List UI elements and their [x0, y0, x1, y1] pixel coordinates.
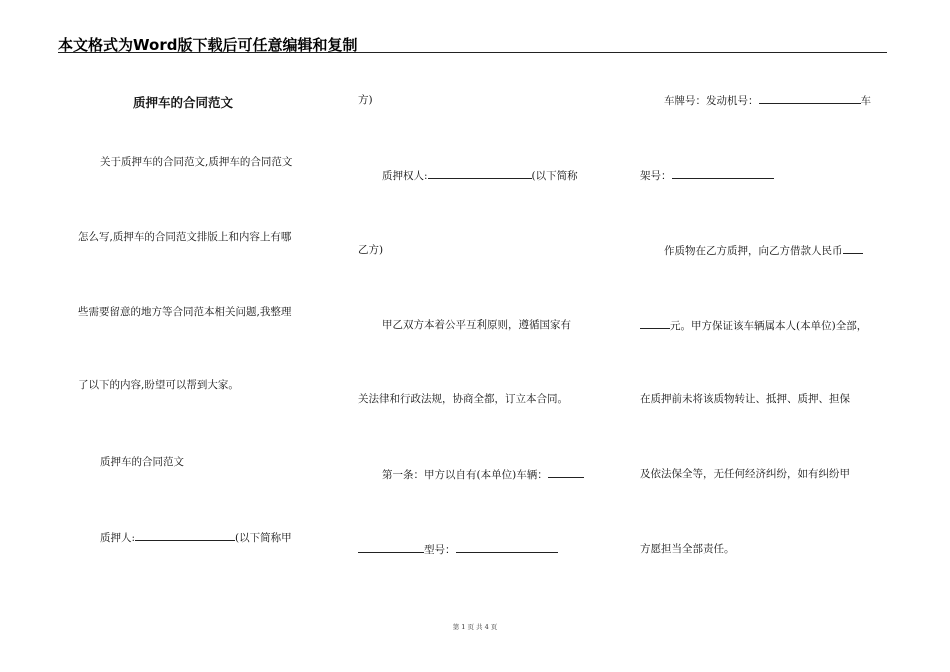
col3-line-6: 及依法保全等，无任何经济纠纷，如有纠纷甲: [640, 468, 850, 480]
article-one-text: 第一条：甲方以自有(本单位)车辆：: [382, 469, 548, 481]
pledgor-suffix: (以下简称甲: [235, 532, 292, 544]
plate-engine-label: 车牌号：发动机号：: [664, 95, 759, 107]
col3-line-7: 方愿担当全部责任。: [640, 543, 735, 555]
header-divider: [58, 52, 887, 53]
loan-amount-blank: [843, 243, 863, 254]
model-blank: [456, 542, 558, 553]
col3-line-2: [640, 168, 774, 183]
col2-line-7: [358, 542, 558, 557]
chassis-blank: [672, 168, 774, 179]
pledgor-blank: [135, 530, 235, 541]
header-title: 本文格式为Word版下载后可任意编辑和复制: [58, 36, 358, 54]
loan-text: 作质物在乙方质押，向乙方借款人民币: [664, 245, 843, 257]
document-title: 质押车的合同范文: [133, 95, 234, 110]
col1-line-4: 了以下的内容,盼望可以帮到大家。: [78, 379, 239, 391]
pledgee-suffix: (以下简称: [531, 170, 578, 182]
chassis-label: 架号：: [640, 170, 672, 182]
chassis-prefix: 车: [860, 95, 871, 107]
plate-engine-blank: [759, 93, 861, 104]
page-number: 第 1 页 共 4 页: [452, 623, 498, 631]
pledgee-label: 质押权人:: [382, 170, 428, 182]
col3-line-4: [640, 318, 867, 333]
col2-line-2: [382, 168, 578, 183]
col3-line-5: 在质押前未将该质物转让、抵押、质押、担保: [640, 393, 850, 405]
col1-line-2: 怎么写,质押车的合同范文排版上和内容上有哪: [78, 231, 292, 243]
col1-line-3: 些需要留意的地方等合同范本相关问题,我整理: [78, 306, 292, 318]
ownership-text: 元。甲方保证该车辆属本人(本单位)全部，: [670, 320, 868, 332]
vehicle-blank-cont: [358, 542, 424, 553]
model-label: 型号：: [424, 544, 456, 556]
col2-line-5: 关法律和行政法规，协商全都，订立本合同。: [358, 393, 568, 405]
vehicle-blank: [548, 467, 584, 478]
pledgor-label: 质押人:: [100, 532, 136, 544]
col3-line-1: [664, 93, 871, 108]
col3-line-3: [664, 243, 863, 258]
col2-line-1: 方): [358, 94, 373, 106]
pledgee-blank: [428, 168, 532, 179]
col2-line-4: 甲乙双方本着公平互利原则，遵循国家有: [382, 319, 571, 331]
col1-line-1: 关于质押车的合同范文,质押车的合同范文: [100, 156, 293, 168]
loan-amount-blank-cont: [640, 318, 670, 329]
col1-line-5: 质押车的合同范文: [100, 456, 184, 468]
col2-line-3: 乙方): [358, 244, 384, 256]
col1-line-6: [100, 530, 292, 545]
col2-line-6: [382, 467, 584, 482]
